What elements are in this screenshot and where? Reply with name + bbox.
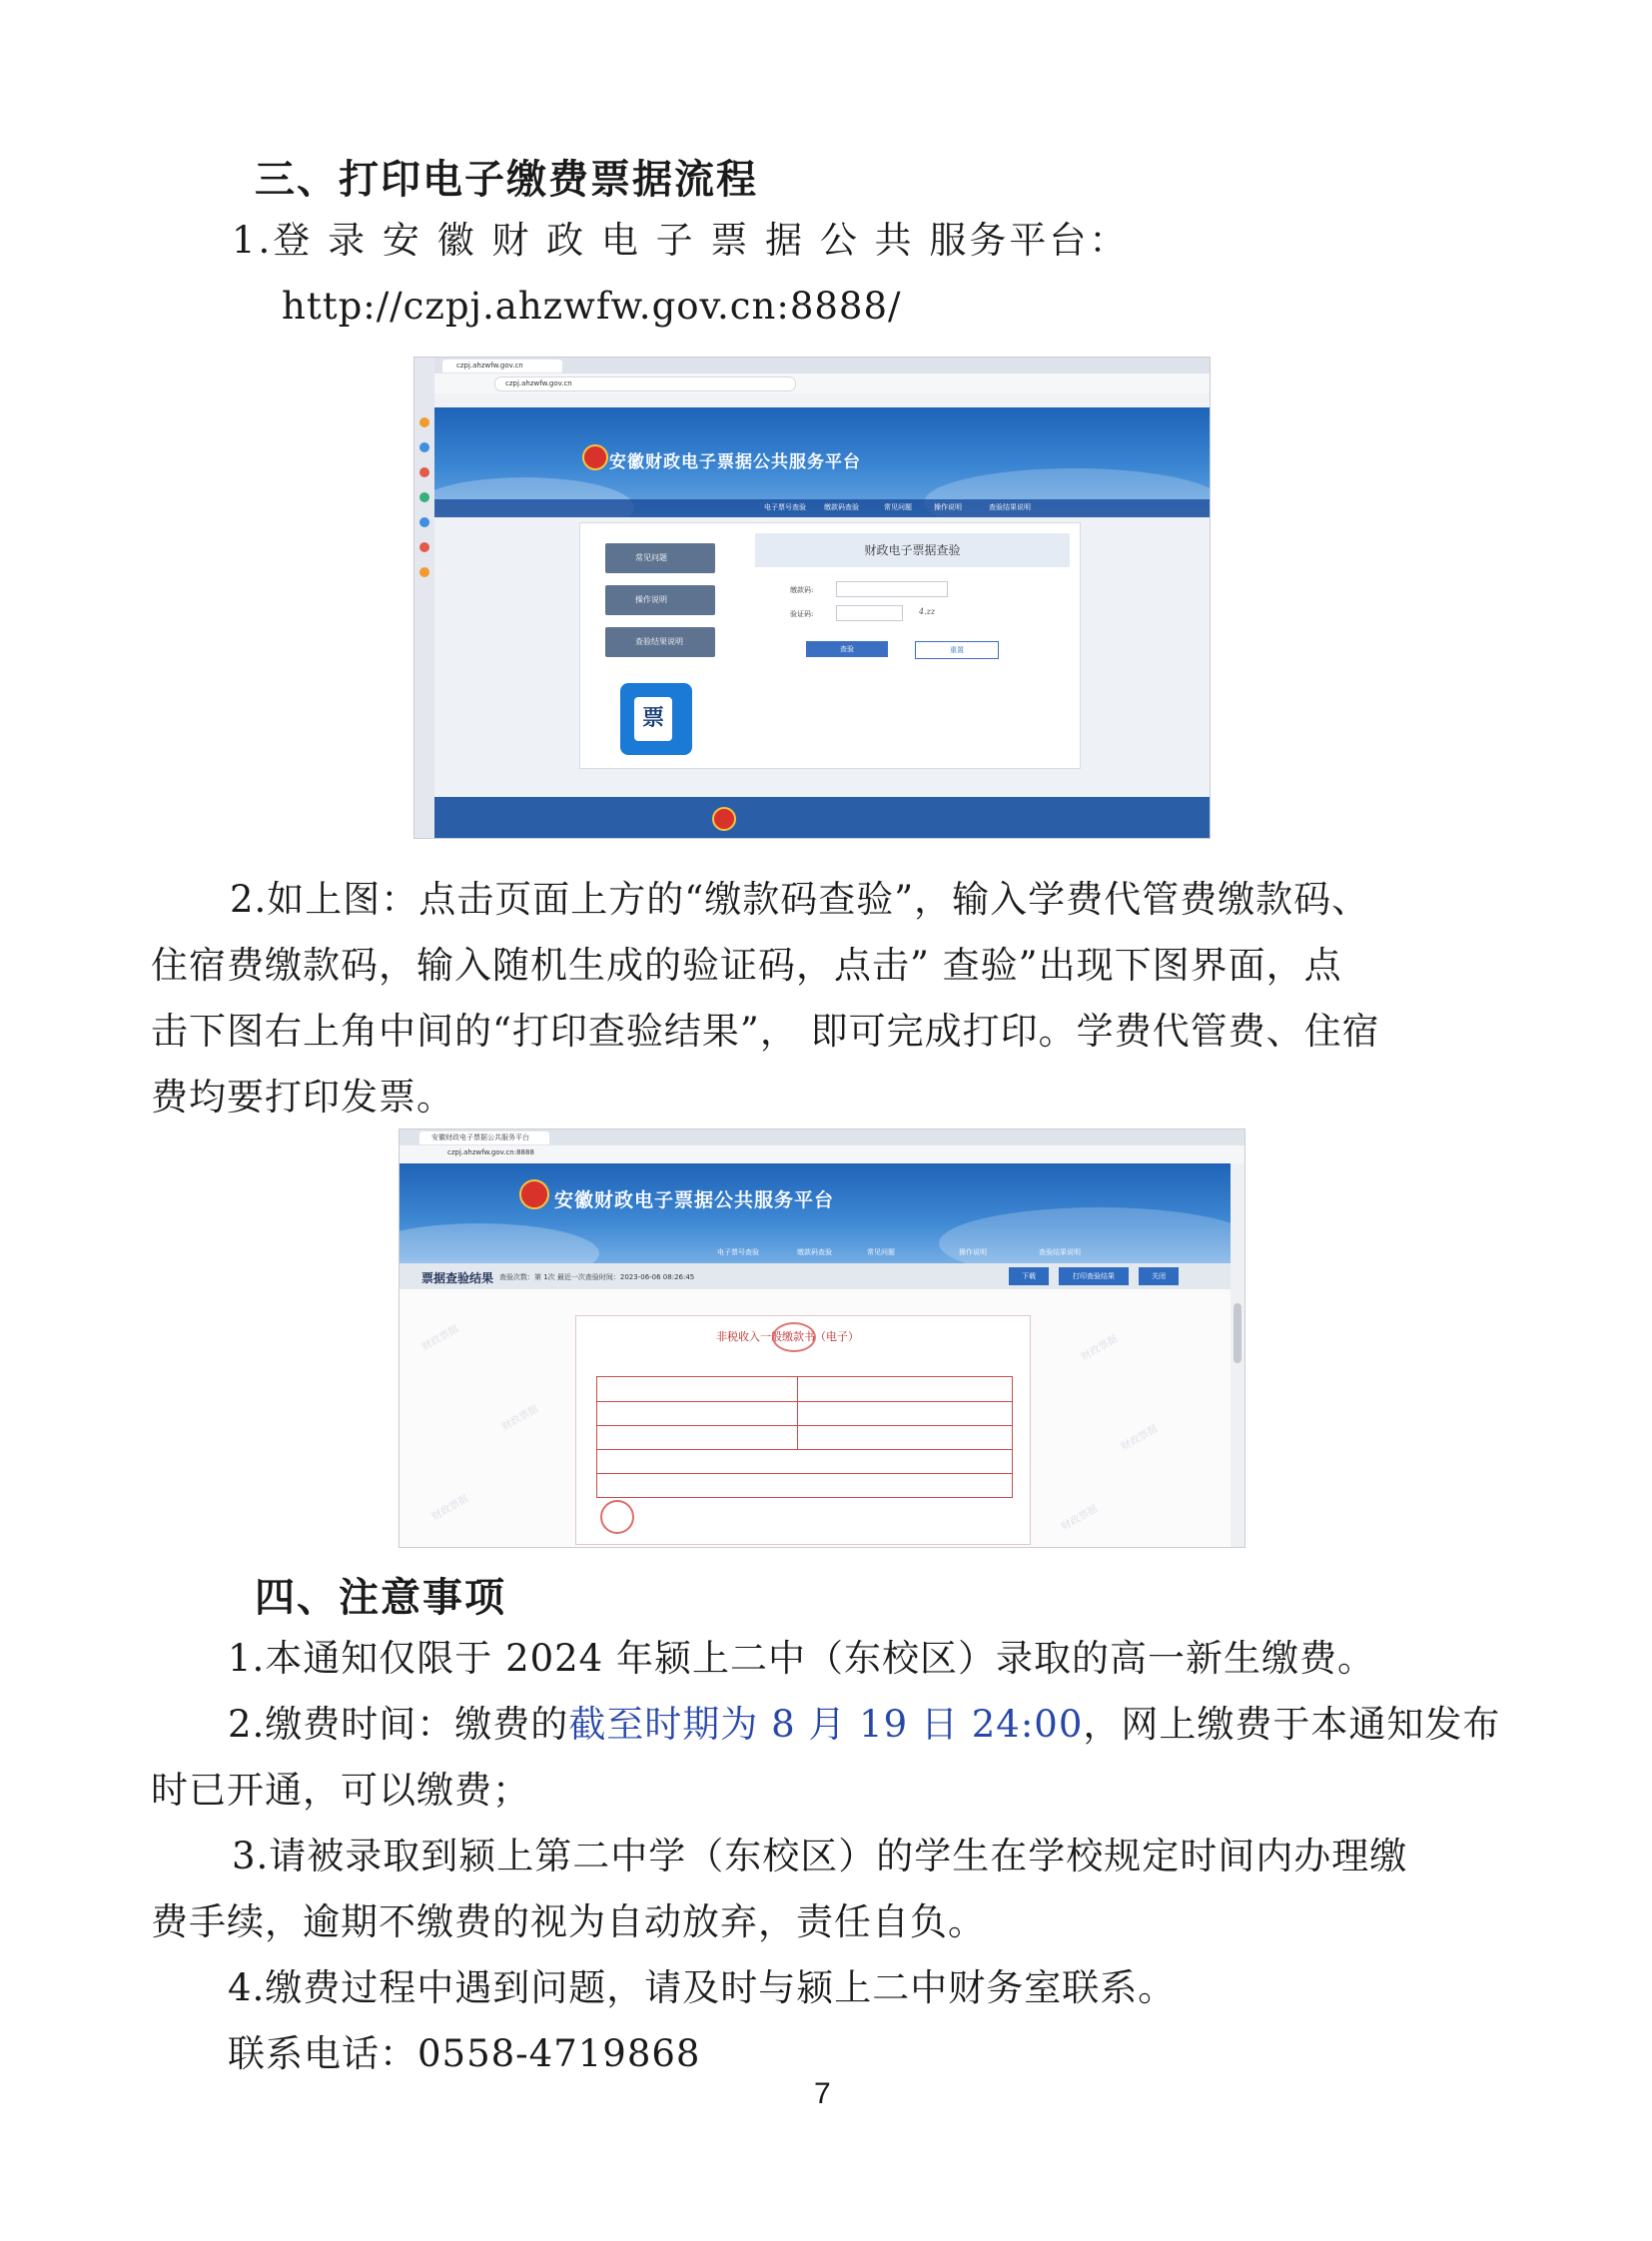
browser-sidebar xyxy=(414,358,434,838)
national-emblem-icon xyxy=(519,1179,549,1209)
url-field[interactable]: czpj.ahzwfw.gov.cn:8888 xyxy=(447,1148,534,1156)
captcha-input[interactable] xyxy=(836,605,903,621)
platform-screenshot-query xyxy=(413,357,1211,839)
red-seal-icon xyxy=(772,1322,816,1352)
faq-button[interactable]: 常见问题 xyxy=(605,543,715,573)
platform-url: http://czpj.ahzwfw.gov.cn:8888/ xyxy=(282,285,902,328)
result-toolbar xyxy=(400,1263,1231,1289)
url-field[interactable]: czpj.ahzwfw.gov.cn xyxy=(494,376,796,391)
download-button[interactable]: 下载 xyxy=(1009,1267,1049,1285)
watermark: 财政票据 xyxy=(1059,1503,1101,1533)
step1-text: 1.登 录 安 徽 财 政 电 子 票 据 公 共 服务平台： xyxy=(232,219,1130,262)
bookmarks-bar xyxy=(434,393,1210,407)
step2-line-1: 2.如上图：点击页面上方的“缴款码查验”，输入学费代管费缴款码、 xyxy=(230,878,1370,921)
payment-code-input[interactable] xyxy=(836,581,948,597)
nav-item[interactable]: 常见问题 xyxy=(884,503,912,511)
national-emblem-icon xyxy=(582,444,608,470)
nav-item[interactable]: 操作说明 xyxy=(959,1248,987,1256)
browser-tab[interactable]: 安徽财政电子票据公共服务平台 xyxy=(419,1131,549,1144)
footer-emblem-icon xyxy=(712,807,736,831)
guide-button[interactable]: 操作说明 xyxy=(605,585,715,615)
close-button[interactable]: 关闭 xyxy=(1139,1267,1179,1285)
nav-item[interactable]: 操作说明 xyxy=(934,503,962,511)
nav-item[interactable]: 常见问题 xyxy=(867,1248,895,1256)
platform-footer xyxy=(434,797,1210,838)
section-heading-4: 四、注意事项 xyxy=(255,1575,506,1621)
query-form-title: 财政电子票据查验 xyxy=(755,533,1070,567)
result-title: 票据查验结果 xyxy=(421,1271,494,1285)
item2-prefix: 2.缴费时间：缴费的 xyxy=(228,1703,569,1746)
page-number: 7 xyxy=(814,2077,831,2110)
browser-address-bar xyxy=(400,1145,1244,1163)
ticket-icon: 票 xyxy=(620,683,692,755)
result-meta: 查验次数：第 1次 最近一次查验时间：2023-06-06 08:26:45 xyxy=(499,1273,695,1281)
nav-item[interactable]: 缴款码查验 xyxy=(797,1248,832,1256)
watermark: 财政票据 xyxy=(1079,1333,1121,1363)
result-info-button[interactable]: 查验结果说明 xyxy=(605,627,715,657)
receipt-viewer xyxy=(400,1289,1231,1547)
browser-tab[interactable]: czpj.ahzwfw.gov.cn xyxy=(442,360,562,373)
reset-button[interactable]: 重置 xyxy=(915,641,999,659)
receipt-title: 非税收入一般缴款书（电子） xyxy=(716,1330,859,1343)
watermark: 财政票据 xyxy=(419,1323,461,1353)
watermark: 财政票据 xyxy=(429,1493,471,1523)
notice-item-3: 3.请被录取到颍上第二中学（东校区）的学生在学校规定时间内办理缴 xyxy=(232,1835,1408,1877)
deadline-highlight: 截至时期为 8 月 19 日 24:00 xyxy=(568,1703,1084,1746)
step2-line-3: 击下图右上角中间的“打印查验结果”， 即可完成打印。学费代管费、住宿 xyxy=(151,1010,1380,1053)
step2-line-4: 费均要打印发票。 xyxy=(151,1076,454,1119)
notice-item-2 xyxy=(228,1692,1500,1758)
query-panel xyxy=(579,522,1081,769)
item2-suffix: ，网上缴费于本通知发布 xyxy=(1083,1703,1501,1746)
captcha-label: 验证码: xyxy=(790,610,814,618)
scrollbar[interactable] xyxy=(1231,1163,1244,1547)
browser-tab-bar xyxy=(400,1129,1244,1145)
code-label: 缴款码: xyxy=(790,586,814,594)
watermark: 财政票据 xyxy=(499,1403,541,1433)
platform-title: 安徽财政电子票据公共服务平台 xyxy=(609,452,861,472)
browser-tab-bar xyxy=(434,358,1210,374)
print-result-button[interactable]: 打印查验结果 xyxy=(1059,1267,1129,1285)
nav-item[interactable]: 电子票号查验 xyxy=(764,503,806,511)
query-button[interactable]: 查验 xyxy=(806,641,888,657)
notice-item-2-cont: 时已开通，可以缴费； xyxy=(151,1769,530,1812)
watermark: 财政票据 xyxy=(1119,1423,1161,1453)
platform-title: 安徽财政电子票据公共服务平台 xyxy=(554,1189,835,1211)
e-receipt xyxy=(575,1315,1031,1545)
step2-line-2: 住宿费缴款码，输入随机生成的验证码，点击” 查验”出现下图界面，点 xyxy=(151,944,1342,987)
notice-item-1: 1.本通知仅限于 2024 年颍上二中（东校区）录取的高一新生缴费。 xyxy=(228,1637,1375,1680)
nav-item[interactable]: 电子票号查验 xyxy=(717,1248,759,1256)
captcha-image[interactable]: 4.zz xyxy=(918,607,936,616)
platform-banner xyxy=(400,1163,1231,1263)
contact-phone: 联系电话：0558-4719868 xyxy=(228,2032,701,2075)
browser-address-bar xyxy=(434,374,1210,393)
official-seal-icon xyxy=(600,1500,634,1534)
receipt-table xyxy=(596,1376,1013,1498)
nav-item-active[interactable]: 缴款码查验 xyxy=(824,503,859,511)
notice-item-3-cont: 费手续，逾期不缴费的视为自动放弃，责任自负。 xyxy=(151,1900,986,1943)
nav-item[interactable]: 查验结果说明 xyxy=(989,503,1031,511)
nav-item[interactable]: 查验结果说明 xyxy=(1039,1248,1081,1256)
notice-item-4: 4.缴费过程中遇到问题，请及时与颍上二中财务室联系。 xyxy=(228,1966,1177,2009)
section-heading-3: 三、打印电子缴费票据流程 xyxy=(255,157,758,203)
platform-screenshot-result xyxy=(399,1128,1245,1548)
platform-nav xyxy=(434,499,1210,517)
